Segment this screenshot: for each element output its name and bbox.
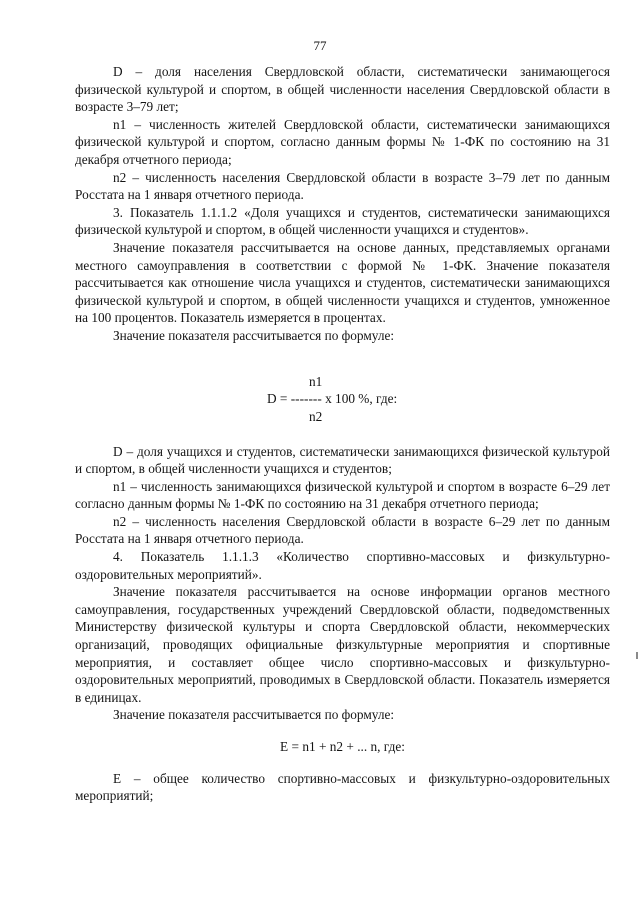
paragraph-n2-students-definition: n2 – численность населения Свердловской области в возрасте 6–29 лет по данным Росстата на 1 января отчетного периода.: [75, 513, 610, 547]
document-body: [75, 63, 610, 805]
paragraph-d-students-definition: D – доля учащихся и студентов, систематически занимающихся физической культурой и спортом, в общей численности учащихся и студентов;: [75, 443, 610, 477]
paragraph-n1-students-definition: n1 – численность занимающихся физической культурой и спортом в возрасте 6–29 лет согласно данным формы № 1-ФК по состоянию на 31 декабря отчетного периода;: [75, 478, 610, 512]
paragraph-formula-intro: Значение показателя рассчитывается по формуле:: [113, 327, 395, 343]
formula-main-line: D = ------- x 100 %, где:: [267, 390, 398, 406]
scan-margin-mark: [636, 652, 638, 659]
paragraph-calculation-basis: Значение показателя рассчитывается на основе данных, представляемых органами местного самоуправления в соответствии с формой № 1-ФК. Значение показателя рассчитывается как отношение числа учащихся и студентов, систематически занимающихся физической культурой и спортом, в общей численности учащихся и студентов, умноженное на 100 процентов. Показатель измеряется в процентах.: [75, 239, 610, 326]
formula-sum: E = n1 + n2 + ... n, где:: [280, 739, 405, 754]
paragraph-formula-intro-2: Значение показателя рассчитывается по формуле:: [113, 707, 395, 723]
formula-fraction: [75, 359, 610, 429]
paragraph-n2-definition: n2 – численность населения Свердловской области в возрасте 3–79 лет по данным Росстата на 1 января отчетного периода.: [75, 169, 610, 203]
paragraph-e-definition: E – общее количество спортивно-массовых и физкультурно-оздоровительных мероприятий;: [75, 770, 610, 804]
paragraph-indicator-1-1-1-3: 4. Показатель 1.1.1.3 «Количество спортивно-массовых и физкультурно-оздоровительных мероприятий».: [75, 549, 610, 582]
paragraph-n1-definition: n1 – численность жителей Свердловской области, систематически занимающихся физической культурой и спортом, согласно данным формы № 1-ФК по состоянию на 31 декабря отчетного периода;: [75, 116, 610, 167]
paragraph-events-calculation-basis: Значение показателя рассчитывается на основе информации органов местного самоуправления, государственных учреждений Свердловской области, подведомственных Министерству физической культуры и спорта Свердловской области, некоммерческих организаций, проводящих официальные физкультурные мероприятия и спортивные мероприятия, и составляет общее число спортивно-массовых и физкультурно-оздоровительных мероприятий, проводимых в Свердловской области. Показатель измеряется в единицах.: [75, 584, 610, 705]
paragraph-d-definition: D – доля населения Свердловской области, систематически занимающегося физической культурой и спортом, в общей численности населения Свердловской области в возрасте 3–79 лет;: [75, 64, 610, 115]
paragraph-indicator-1-1-1-2: 3. Показатель 1.1.1.2 «Доля учащихся и студентов, систематически занимающихся физической культурой и спортом, в общей численности учащихся и студентов».: [75, 204, 610, 238]
formula-numerator: n1: [309, 373, 323, 389]
page-number: 77: [313, 38, 327, 53]
formula-denominator: n2: [309, 408, 323, 424]
